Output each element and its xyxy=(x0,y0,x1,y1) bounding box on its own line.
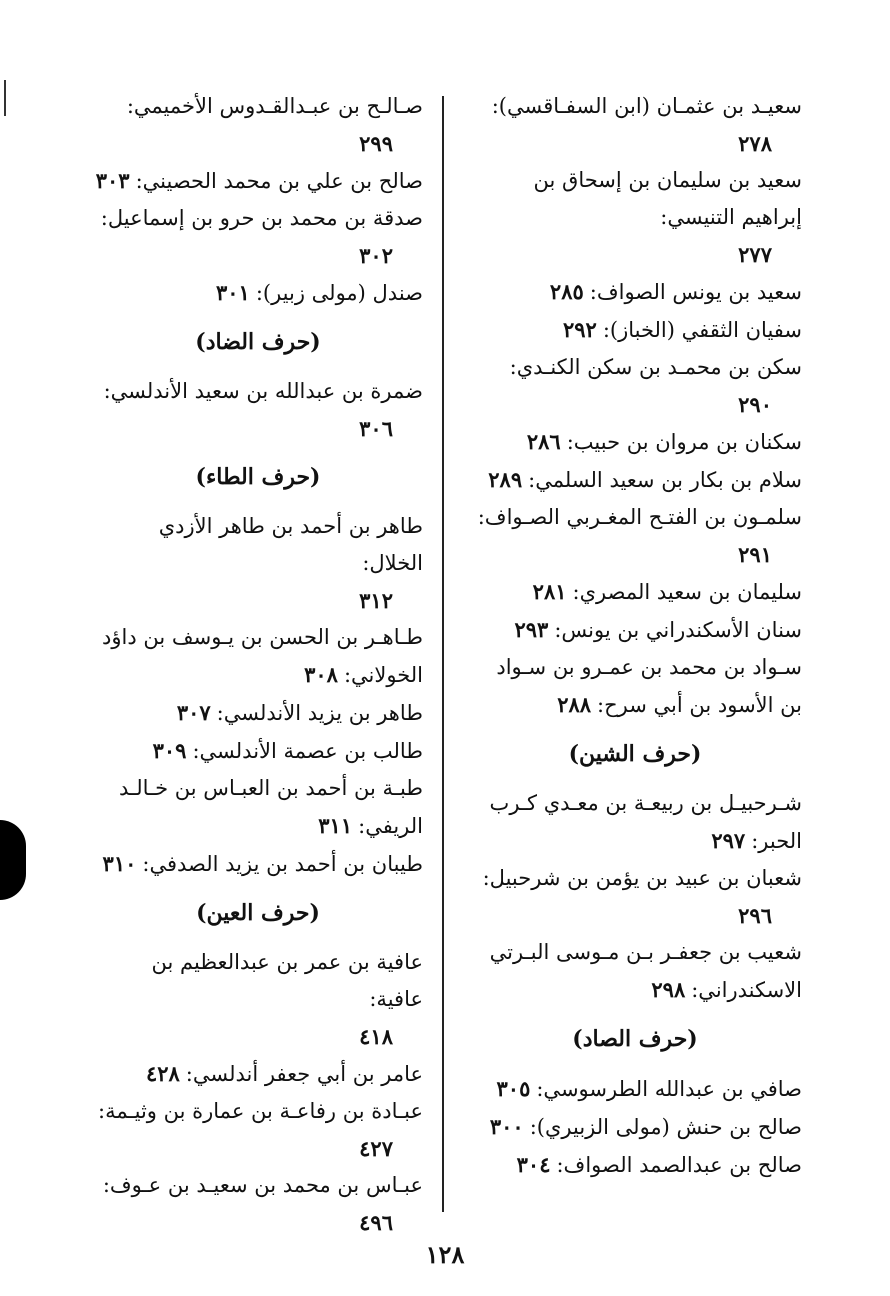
entry-name: سعيـد بن عثمـان (ابن السفـاقسي): xyxy=(491,94,802,118)
index-entry xyxy=(93,162,423,200)
entry-name: صـالـح بن عبـدالقـدوس الأخميمي: xyxy=(126,94,423,118)
entry-page-number: ٤١٨ xyxy=(359,1024,393,1049)
entry-page-number: ٤٩٦ xyxy=(359,1210,393,1235)
entry-page-number: ٢٨٩ xyxy=(488,467,523,492)
scan-edge-tick xyxy=(4,80,6,116)
index-entry xyxy=(93,373,423,447)
entry-page-number: ٢٨٥ xyxy=(549,279,584,304)
entry-name: سـواد بن محمد بن عمـرو بن سـواد بن الأسود بن أبي سرح: xyxy=(496,655,802,717)
entry-page-number: ٢٨١ xyxy=(532,579,567,604)
index-entry xyxy=(468,934,802,1009)
entry-page-number: ٣٠٠ xyxy=(489,1114,524,1139)
column-divider xyxy=(442,96,444,1212)
entry-page-number: ٣١١ xyxy=(318,813,353,838)
index-entry xyxy=(93,274,423,312)
section-heading: (حرف الطاء) xyxy=(195,464,321,490)
entry-page-number: ٣١٢ xyxy=(359,588,393,613)
entry-name: شعيب بن جعفـر بـن مـوسى البـرتي الاسكندراني: xyxy=(489,940,802,1002)
entry-page-number: ٣٠٨ xyxy=(304,662,338,687)
entry-page-number: ٢٩٢ xyxy=(562,317,597,342)
section-heading: (حرف الضاد) xyxy=(195,329,321,355)
entry-name: سفيان الثقفي (الخباز): xyxy=(602,318,802,342)
entry-page-number: ٢٩١ xyxy=(738,542,772,567)
entry-name: سليمان بن سعيد المصري: xyxy=(572,580,802,604)
entry-name: سلام بن بكار بن سعيد السلمي: xyxy=(528,468,802,492)
index-entry xyxy=(468,1108,802,1146)
index-entry xyxy=(468,649,802,724)
entry-name: صالح بن حنش (مولى الزبيري): xyxy=(529,1115,802,1139)
index-entry xyxy=(468,1070,802,1108)
entry-name: طالب بن عصمة الأندلسي: xyxy=(192,739,423,763)
scan-edge-mark xyxy=(0,820,26,900)
entry-name: سكنان بن مروان بن حبيب: xyxy=(566,430,802,454)
index-entry xyxy=(468,785,802,860)
index-entry xyxy=(93,1055,423,1093)
section-heading: (حرف الصاد) xyxy=(572,1026,698,1052)
index-entry xyxy=(468,349,802,423)
index-entry xyxy=(468,573,802,611)
index-entry xyxy=(93,200,423,274)
entry-page-number: ٢٩٣ xyxy=(514,617,549,642)
entry-name: عبـادة بن رفاعـة بن عمارة بن وثيـمة: xyxy=(98,1099,423,1123)
entry-page-number: ٣٠٥ xyxy=(496,1076,531,1101)
entry-name: شعبان بن عبيد بن يؤمن بن شرحبيل: xyxy=(482,866,802,890)
index-entry xyxy=(468,273,802,311)
index-entry xyxy=(93,1093,423,1167)
entry-name: عافية بن عمر بن عبدالعظيم بن عافية: xyxy=(151,950,423,1011)
entry-name: طبـة بن أحمد بن العبـاس بن خـالـد الريفي: xyxy=(119,776,423,838)
index-entry xyxy=(468,88,802,162)
index-entry xyxy=(93,619,423,694)
index-entry xyxy=(93,845,423,883)
entry-page-number: ٣٠٣ xyxy=(95,168,130,193)
index-column-right xyxy=(468,88,802,1184)
entry-page-number: ٣٠٩ xyxy=(152,738,187,763)
entry-name: صندل (مولى زبير): xyxy=(255,281,423,305)
entry-name: طاهر بن يزيد الأندلسي: xyxy=(216,701,423,725)
entry-name: صالح بن عبدالصمد الصواف: xyxy=(556,1153,802,1177)
entry-page-number: ٢٩٨ xyxy=(651,977,686,1002)
entry-page-number: ٢٧٨ xyxy=(738,131,772,156)
entry-name: سنان الأسكندراني بن يونس: xyxy=(554,618,802,642)
index-entry xyxy=(93,88,423,162)
entry-page-number: ٢٩٩ xyxy=(359,131,393,156)
entry-page-number: ٢٧٧ xyxy=(738,242,772,267)
entry-page-number: ٢٩٠ xyxy=(738,392,772,417)
index-entry xyxy=(468,611,802,649)
entry-name: صدقة بن محمد بن حرو بن إسماعيل: xyxy=(100,206,423,230)
entry-page-number: ٢٩٦ xyxy=(738,903,772,928)
index-entry xyxy=(468,423,802,461)
entry-page-number: ٣٠١ xyxy=(215,280,250,305)
section-heading: (حرف العين) xyxy=(196,900,320,926)
entry-page-number: ٤٢٧ xyxy=(359,1136,393,1161)
index-entry xyxy=(93,770,423,845)
entry-name: عبـاس بن محمد بن سعيـد بن عـوف: xyxy=(102,1173,423,1197)
entry-page-number: ٣٠٤ xyxy=(516,1152,551,1177)
entry-name: طاهر بن أحمد بن طاهر الأزدي الخلال: xyxy=(158,514,423,575)
entry-name: طيبان بن أحمد بن يزيد الصدفي: xyxy=(142,852,423,876)
entry-page-number: ٣٠٧ xyxy=(176,700,211,725)
entry-name: صالح بن علي بن محمد الحصيني: xyxy=(135,169,423,193)
entry-name: طـاهـر بن الحسن بن يـوسف بن داؤد الخولاني: xyxy=(102,625,423,687)
entry-page-number: ٢٨٦ xyxy=(526,429,561,454)
index-entry xyxy=(468,162,802,273)
entry-page-number: ٢٨٨ xyxy=(557,692,592,717)
entry-name: صافي بن عبدالله الطرسوسي: xyxy=(536,1077,802,1101)
entry-name: ضمرة بن عبدالله بن سعيد الأندلسي: xyxy=(103,379,423,403)
index-entry xyxy=(93,944,423,1055)
entry-page-number: ٣٠٦ xyxy=(359,416,393,441)
index-entry xyxy=(468,311,802,349)
section-heading: (حرف الشين) xyxy=(568,741,702,767)
entry-name: عامر بن أبي جعفر أندلسي: xyxy=(185,1062,423,1086)
entry-name: سعيد بن يونس الصواف: xyxy=(589,280,802,304)
entry-page-number: ٢٩٧ xyxy=(711,828,746,853)
entry-name: شـرحبيـل بن ربيعـة بن معـدي كـرب الحبر: xyxy=(489,791,802,853)
index-entry xyxy=(468,860,802,934)
index-entry xyxy=(468,461,802,499)
entry-name: سكن بن محمـد بن سكن الكنـدي: xyxy=(509,355,802,379)
index-entry xyxy=(468,499,802,573)
entry-name: سعيد بن سليمان بن إسحاق بن إبراهيم التنيسي: xyxy=(533,168,802,229)
index-entry xyxy=(468,1146,802,1184)
index-column-left xyxy=(93,88,423,1241)
index-entry xyxy=(93,694,423,732)
entry-page-number: ٤٢٨ xyxy=(145,1061,180,1086)
index-entry xyxy=(93,508,423,619)
entry-page-number: ٣٠٢ xyxy=(359,243,393,268)
entry-page-number: ٣١٠ xyxy=(102,851,137,876)
index-entry xyxy=(93,732,423,770)
index-entry xyxy=(93,1167,423,1241)
page-number: ١٢٨ xyxy=(425,1240,465,1269)
entry-name: سلمـون بن الفتـح المغـربي الصـواف: xyxy=(477,505,802,529)
